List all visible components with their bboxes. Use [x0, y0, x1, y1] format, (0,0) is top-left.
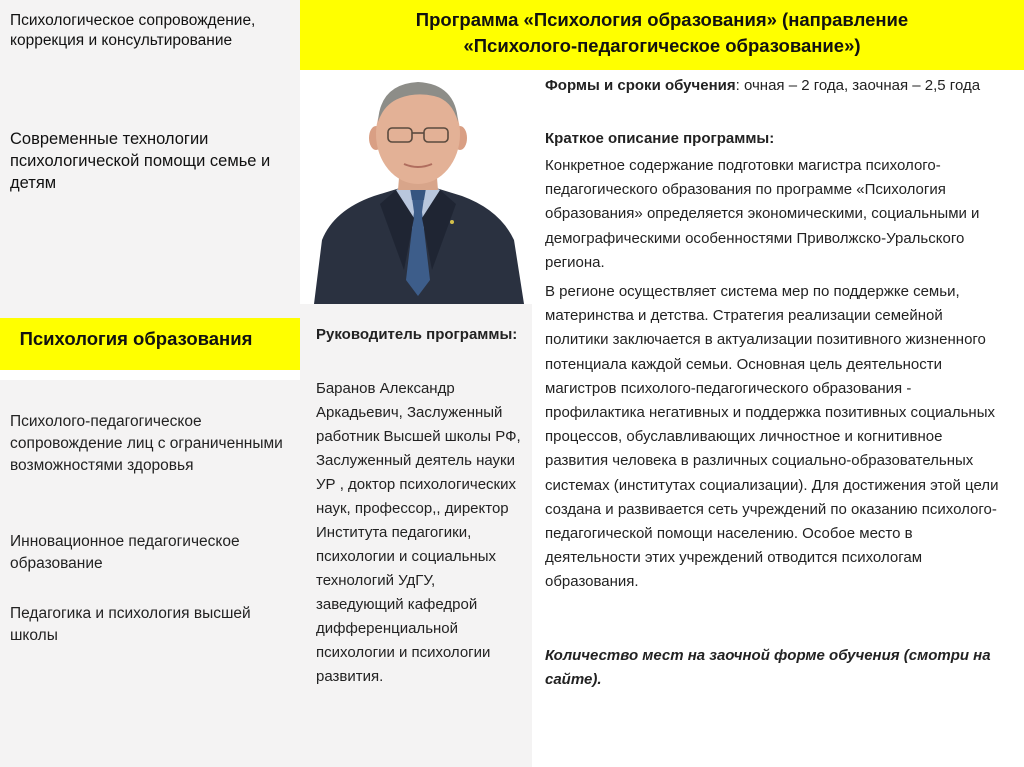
page-title-line-1: Программа «Психология образования» (направление — [415, 9, 909, 30]
specialization-item: Психологическое сопровождение, коррекция и консультирование — [10, 12, 256, 49]
places-note: Количество мест на заочной форме обучения (смотри на сайте). — [545, 647, 991, 689]
study-forms-label: Формы и сроки обучения — [545, 77, 736, 94]
program-paragraph: Конкретное содержание подготовки магистра психолого-педагогического образования по программе «Психология образования» определяется экономическими, социальными и демографическими особенностями Приволжско-Уральского региона. — [545, 157, 980, 271]
program-item: Педагогика и психология высшей школы — [10, 605, 251, 644]
page-title-line-2: «Психолого-педагогическое образование») — [463, 35, 861, 56]
leader-heading: Руководитель программы: — [316, 326, 518, 343]
section-title: Психология образования — [19, 328, 253, 349]
program-brief-heading: Краткое описание программы: — [545, 130, 775, 147]
program-item: Инновационное педагогическое образование — [10, 533, 240, 572]
program-paragraph: В регионе осуществляет система мер по поддержке семьи, материнства и детства. Стратегия реализации семейной политики заключается в актуализации позитивного жизненного потенциала каждой семьи. Основная цель деятельности магистров психолого-педагогического образования - профилактика негативных и поддержка позитивных социальных процессов, обуславливающих личностное и когнитивное развития человека в различных социально-образовательных системах (институтах социализации). Для достижения этой цели создана и развивается сеть учреждений по оказанию психолого-педагогической помощи населению. Особое место в деятельности этих учреждений отводится психологам образования. — [545, 283, 999, 591]
study-forms-value: : очная – 2 года, заочная – 2,5 года — [735, 77, 981, 94]
leader-portrait — [304, 70, 532, 304]
leader-description: Баранов Александр Аркадьевич, Заслуженный работник Высшей школы РФ, Заслуженный деятель науки УР , доктор психологических наук, профессор,, директор Института педагогики, психологии и социальных технологий УдГУ, заведующий кафедрой дифференциальной психологии и психологии развития. — [316, 380, 521, 685]
specialization-item: Современные технологии психологической помощи семье и детям — [10, 130, 271, 192]
program-item: Психолого-педагогическое сопровождение лиц с ограниченными возможностями здоровья — [10, 413, 283, 474]
study-forms — [545, 74, 1000, 98]
